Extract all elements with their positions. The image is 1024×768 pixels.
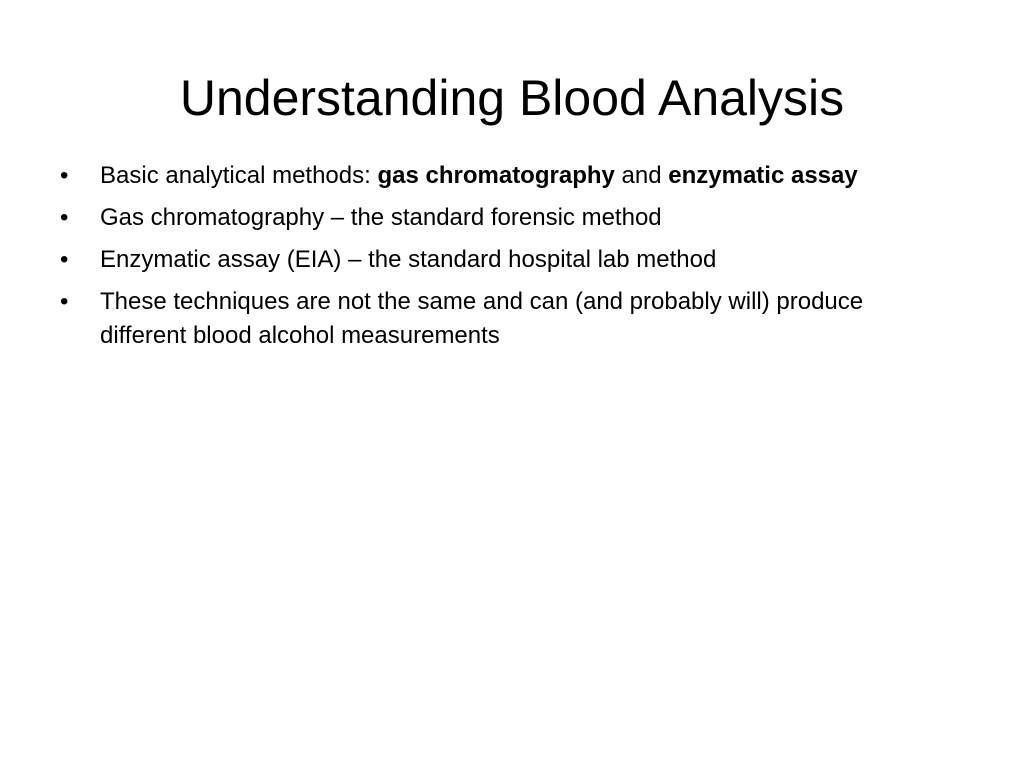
bullet-list (55, 159, 935, 361)
bullet-item-enzymatic-assay (55, 243, 935, 277)
bullet-text-bold: gas chromatography (377, 162, 615, 189)
bullet-icon: • (60, 288, 69, 315)
bullet-icon: • (60, 246, 69, 273)
bullet-item-methods (55, 159, 935, 193)
bullet-icon: • (60, 204, 69, 231)
bullet-text-bold: enzymatic assay (668, 162, 858, 189)
bullet-text (100, 162, 858, 189)
bullet-icon: • (60, 162, 69, 189)
bullet-text: Enzymatic assay (EIA) – the standard hospital lab method (100, 246, 717, 273)
slide-title: Understanding Blood Analysis (179, 70, 845, 126)
bullet-text-segment: and (614, 162, 669, 189)
bullet-text: Gas chromatography – the standard forensic method (100, 204, 662, 231)
bullet-text-segment: Basic analytical methods: (100, 162, 378, 189)
bullet-item-techniques-differ (55, 285, 935, 353)
bullet-text: These techniques are not the same and can (and probably will) produce different blood alcohol measurements (100, 288, 864, 349)
bullet-item-gas-chromatography (55, 201, 935, 235)
